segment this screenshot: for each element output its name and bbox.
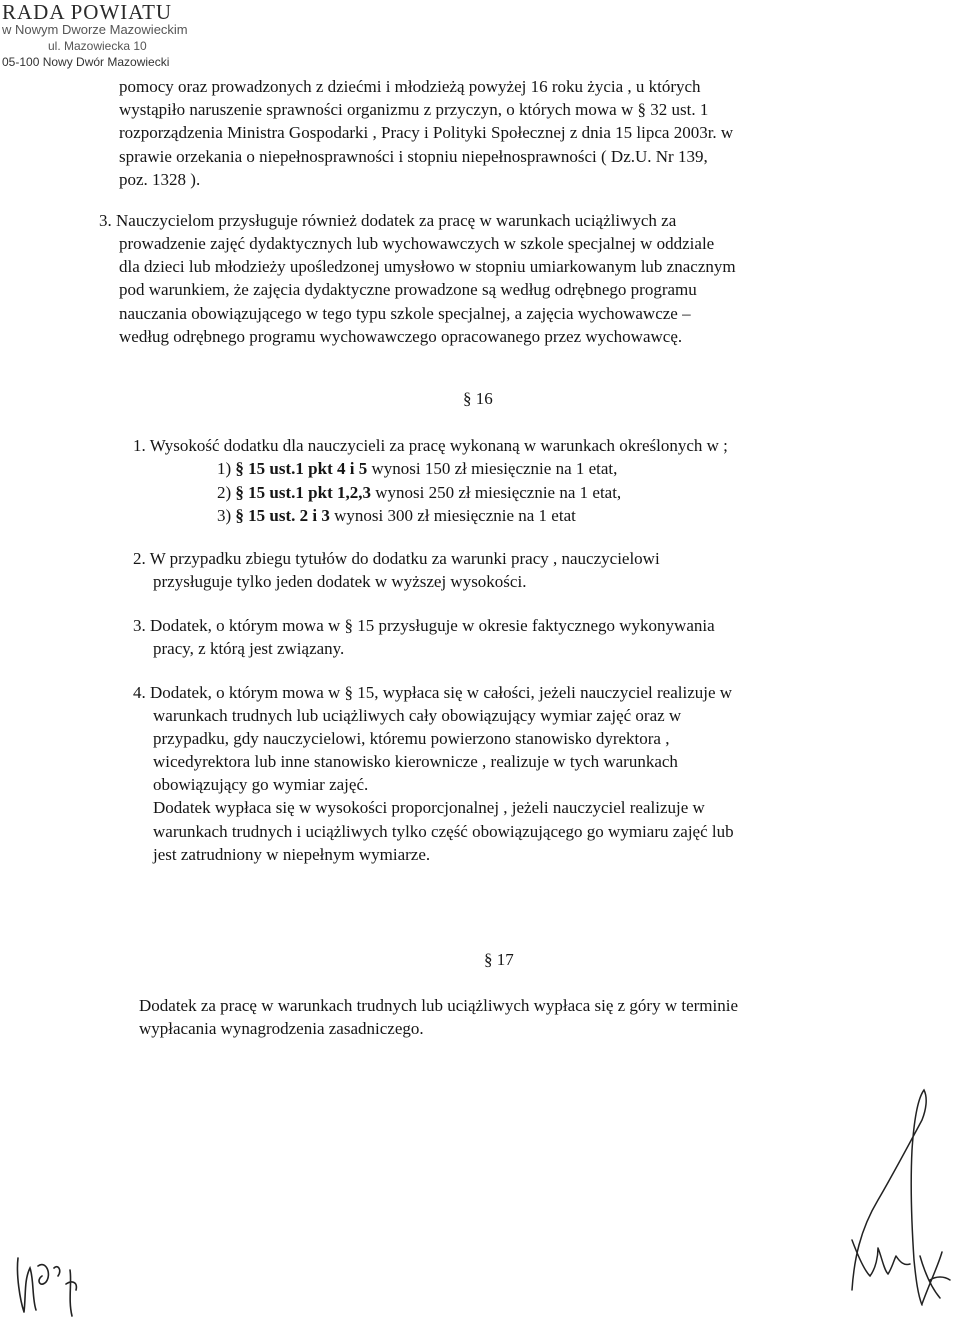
text-line: rozporządzenia Ministra Gospodarki , Pracy i Polityki Społecznej z dnia 15 lipca 2003r. w [119,123,734,142]
stamp-street: ul. Mazowiecka 10 [48,39,147,53]
text-line: obowiązujący go wymiar zajęć. [153,775,369,794]
s16-item-4: 4. Dodatek, o którym mowa w § 15, wypłaca się w całości, jeżeli nauczyciel realizuje w [133,683,733,702]
stamp-location: w Nowym Dworze Mazowieckim [2,22,188,37]
text-line: Dodatek za pracę w warunkach trudnych lub uciążliwych wypłaca się z góry w terminie [139,996,739,1015]
text-line: warunkach trudnych lub uciążliwych cały obowiązujący wymiar zajęć oraz w [153,706,682,725]
section-17-heading: § 17 [484,950,514,969]
stamp-postcode: 05-100 Nowy Dwór Mazowiecki [2,55,170,69]
text-line: jest zatrudniony w niepełnym wymiarze. [153,845,431,864]
subitem-text: wynosi 300 zł miesięcznie na 1 etat [329,506,576,525]
subitem-reference: § 15 ust. 2 i 3 [235,506,330,525]
s16-item-1: 1. Wysokość dodatku dla nauczycieli za pracę wykonaną w warunkach określonych w ; [133,436,728,455]
text-line: pod warunkiem, że zajęcia dydaktyczne prowadzone są według odrębnego programu [119,280,697,299]
stamp-title: RADA POWIATU [2,0,173,24]
subitem-number: 1) [217,459,232,478]
text-line: wystąpiło naruszenie sprawności organizmu z przyczyn, o których mowa w § 32 ust. 1 [119,100,709,119]
s16-subitem [217,481,621,504]
text-line: sprawie orzekania o niepełnosprawności i stopniu niepełnosprawności ( Dz.U. Nr 139, [119,147,708,166]
text-line: dla dzieci lub młodzieży upośledzonej umysłowo w stopniu umiarkowanym lub znacznym [119,257,736,276]
subitem-reference: § 15 ust.1 pkt 1,2,3 [235,483,371,502]
subitem-number: 2) [217,483,232,502]
text-line: 3. Nauczycielom przysługuje również dodatek za pracę w warunkach uciążliwych za [99,211,677,230]
text-line: Dodatek wypłaca się w wysokości proporcjonalnej , jeżeli nauczyciel realizuje w [153,798,705,817]
text-line: przypadku, gdy nauczycielowi, któremu powierzono stanowisko dyrektora , [153,729,670,748]
text-line: warunkach trudnych i uciążliwych tylko część obowiązującego go wymiaru zajęć lub [153,822,734,841]
text-line: nauczania obowiązującego w tego typu szkole specjalnej, a zajęcia wychowawcze – [119,304,691,323]
text-line: pracy, z którą jest związany. [153,639,345,658]
text-line: przysługuje tylko jeden dodatek w wyższej wysokości. [153,572,527,591]
text-line: wypłacania wynagrodzenia zasadniczego. [139,1019,424,1038]
text-line: wicedyrektora lub inne stanowisko kierownicze , realizuje w tych warunkach [153,752,678,771]
subitem-text: wynosi 250 zł miesięcznie na 1 etat, [370,483,622,502]
subitem-reference: § 15 ust.1 pkt 4 i 5 [235,459,368,478]
subitem-number: 3) [217,506,232,525]
handwritten-signature [830,1080,958,1320]
s16-subitem [217,457,617,480]
text-line: poz. 1328 ). [119,170,201,189]
text-line: według odrębnego programu wychowawczego opracowanego przez wychowawcę. [119,327,683,346]
s16-subitem [217,504,576,527]
text-line: prowadzenie zajęć dydaktycznych lub wychowawczych w szkole specjalnej w oddziale [119,234,715,253]
handwritten-initials-signature [10,1240,110,1320]
text-line: pomocy oraz prowadzonych z dziećmi i młodzieżą powyżej 16 roku życia , u których [119,77,701,96]
section-16-heading: § 16 [463,389,493,408]
s16-item-3: 3. Dodatek, o którym mowa w § 15 przysługuje w okresie faktycznego wykonywania [133,616,715,635]
s16-item-2: 2. W przypadku zbiegu tytułów do dodatku za warunki pracy , nauczycielowi [133,549,660,568]
subitem-text: wynosi 150 zł miesięcznie na 1 etat, [367,459,618,478]
